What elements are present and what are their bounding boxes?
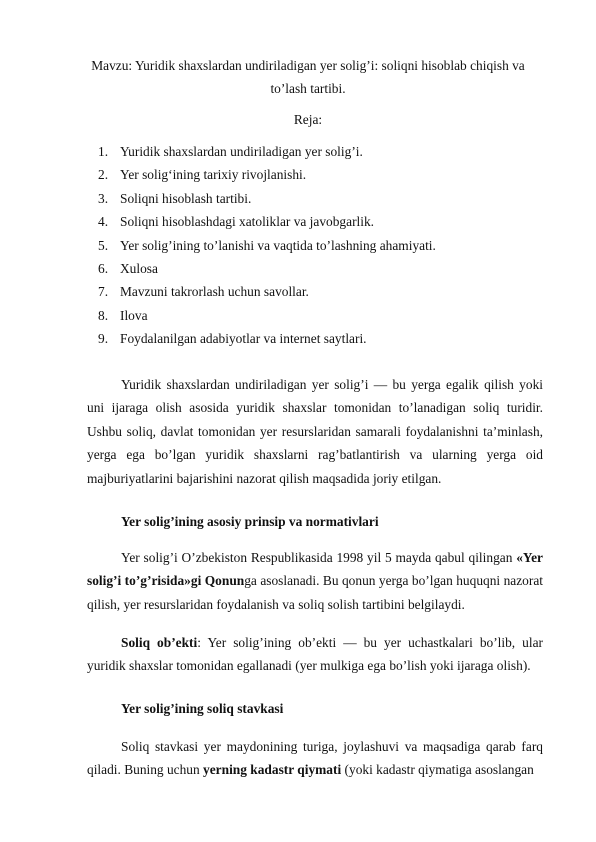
plan-item — [98, 304, 518, 327]
plan-list — [98, 140, 518, 351]
rate-text-after: (yoki kadastr qiymatiga asoslangan — [341, 762, 534, 778]
cadastral-value-term: yerning kadastr qiymati — [203, 762, 342, 778]
plan-item-text: Yer solig‘ining tarixiy rivojlanishi. — [120, 167, 307, 183]
law-paragraph — [87, 546, 543, 616]
object-term: Soliq ob’ekti — [121, 635, 198, 650]
section-heading-rate: Yer solig’ining soliq stavkasi — [121, 701, 284, 716]
plan-item-number: 3. — [98, 190, 109, 206]
plan-item-number: 9. — [98, 331, 109, 347]
section-heading-principles: Yer solig’ining asosiy prinsip va normativlari — [121, 514, 379, 529]
document-title: Mavzu: Yuridik shaxslardan undiriladigan yer solig’i: soliqni hisoblab chiqish va to’lash tartibi. — [91, 58, 525, 96]
plan-item — [98, 280, 518, 303]
plan-item-number: 1. — [98, 144, 109, 159]
plan-item-text: Soliqni hisoblash tartibi. — [120, 190, 252, 206]
plan-item — [98, 234, 518, 257]
plan-item — [98, 257, 518, 280]
intro-paragraph: Yuridik shaxslardan undiriladigan yer solig’i — bu yerga egalik qilish yoki uni ijaraga olish asosida yuridik shaxslar tomonidan to’lanadigan soliq turidir. Ushbu soliq, davlat tomonidan yer resurslaridan samarali foydalanishni ta’minlash, yerga ega bo’lgan yuridik shaxslarni rag’batlantirish va ularning yerga oid majburiyatlarini bajarishini nazorat qilish maqsadida joriy etilgan. — [87, 377, 543, 486]
plan-item-number: 6. — [98, 260, 109, 276]
plan-item-number: 4. — [98, 214, 109, 230]
plan-item-number: 8. — [98, 307, 109, 323]
object-paragraph — [87, 631, 543, 678]
plan-label: Reja: — [293, 112, 323, 127]
law-text-before: Yer solig’i O’zbekiston Respublikasida 1998 yil 5 mayda qabul qilingan — [121, 550, 517, 565]
plan-item — [98, 210, 518, 233]
plan-item-number: 2. — [98, 167, 109, 183]
plan-item — [98, 163, 518, 186]
plan-item-number: 5. — [98, 237, 109, 253]
rate-text-before: Soliq stavkasi yer maydonining turiga, joylashuvi va maqsadiga qarab farq qiladi. Buning uchun — [87, 739, 543, 778]
plan-item-text: Foydalanilgan adabiyotlar va internet saytlari. — [120, 331, 367, 347]
plan-item-text: Yer solig’ining to’lanishi va vaqtida to’lashning ahamiyati. — [120, 237, 436, 253]
plan-item-text: Mavzuni takrorlash uchun savollar. — [120, 284, 309, 300]
object-text: : Yer solig’ining ob’ekti — bu yer uchastkalari bo’lib, ular yuridik shaxslar tomonidan egallanadi (yer mulkiga ega bo’lish yoki ijaraga olish). — [87, 635, 543, 674]
law-name: «Yer solig’i to’g’risida»gi Qonun — [87, 550, 543, 589]
plan-item-text: Ilova — [120, 307, 148, 323]
plan-item-text: Xulosa — [120, 260, 158, 276]
plan-item — [98, 327, 518, 350]
plan-item-number: 7. — [98, 284, 109, 300]
law-text-after: ga asoslanadi. Bu qonun yerga bo’lgan huquqni nazorat qilish, yer resurslaridan foydalanish va soliq solish tartibini belgilaydi. — [87, 573, 543, 612]
plan-item-text: Soliqni hisoblashdagi xatoliklar va javobgarlik. — [120, 214, 375, 230]
rate-paragraph — [87, 735, 543, 782]
plan-item-text: Yuridik shaxslardan undiriladigan yer solig’i. — [120, 144, 363, 159]
plan-item — [98, 187, 518, 210]
plan-item — [98, 140, 518, 163]
